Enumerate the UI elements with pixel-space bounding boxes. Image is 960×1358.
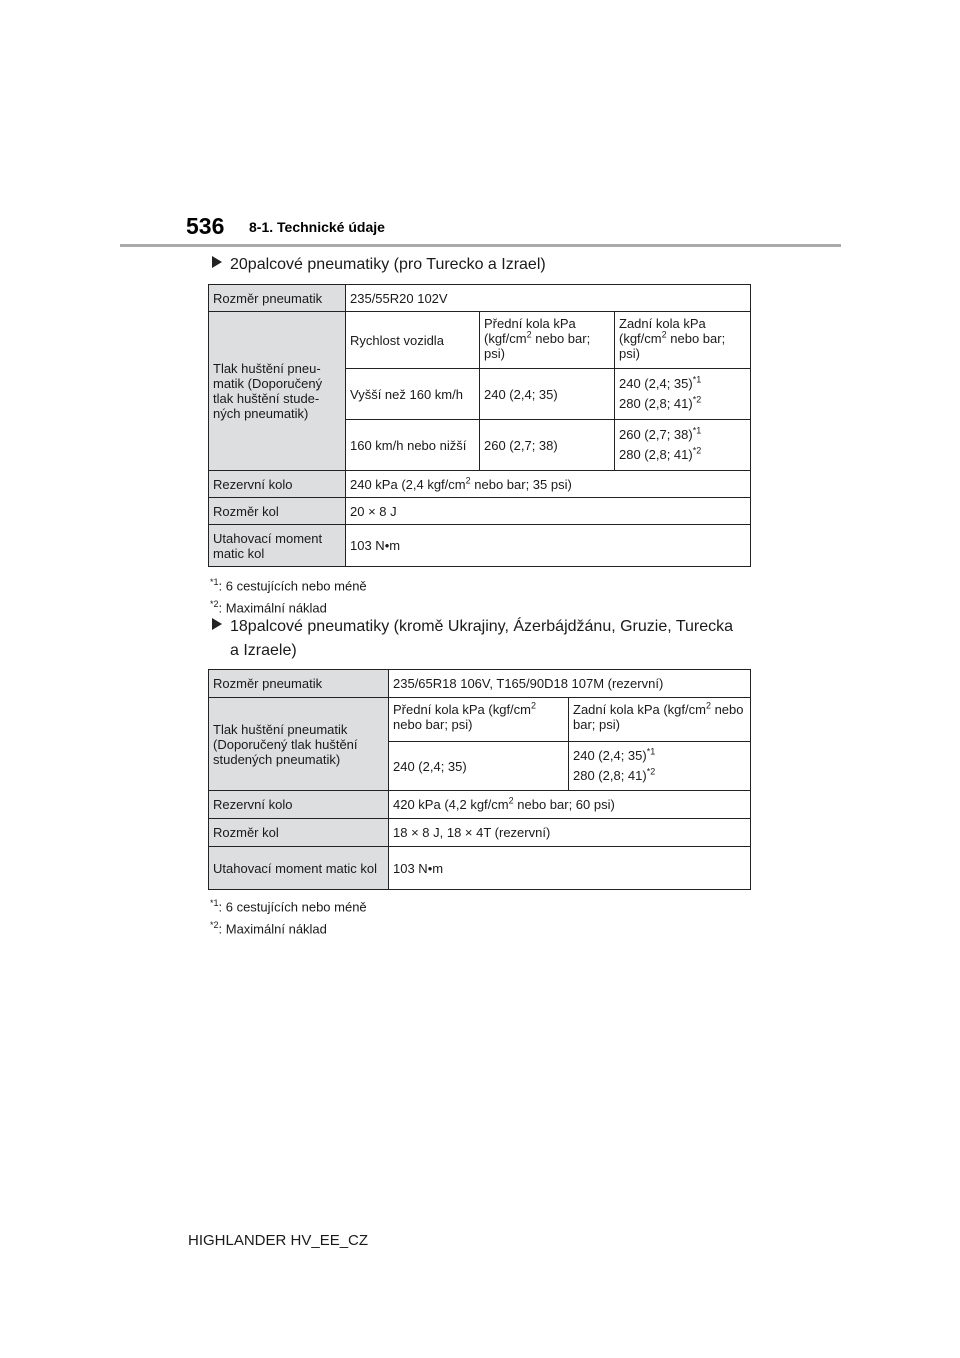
speed-cell: Vyšší než 160 km/h <box>346 369 480 420</box>
table-row <box>209 819 751 847</box>
footnote-1: $^{*1}$: 6 cestujících nebo méně <box>210 577 367 594</box>
spec-table-20in <box>208 284 751 567</box>
spec-table-18in <box>208 669 751 890</box>
footer-model: HIGHLANDER HV_EE_CZ <box>188 1232 369 1249</box>
section-heading-text: 18palcové pneumatiky (kromě Ukrajiny, Ázerbájdžánu, Gruzie, Turecka <box>230 618 734 635</box>
footnote-2: $^{*2}$: Maximální náklad <box>210 599 327 616</box>
pressure-label: Tlak huštění pneumatik (Doporučený tlak huštění studených pneumatik) <box>209 698 389 791</box>
chapter-title: 8-1. Technické údaje <box>249 219 385 235</box>
torque-label: Utahovací moment matic kol <box>209 525 346 567</box>
col-front-header: Přední kola kPa ($kgf/cm^2$ nebo bar; psi) <box>389 698 569 742</box>
wheel-size-label: Rozměr kol <box>209 498 346 525</box>
tire-size-value: 235/65R18 106V, T165/90D18 107M (rezervní) <box>389 670 751 698</box>
speed-cell: 160 km/h nebo nižší <box>346 420 480 471</box>
table-row <box>209 471 751 498</box>
arrow-right-icon <box>212 618 222 630</box>
spare-value: 420 kPa (4,2 kgf/$cm^2$ nebo bar; 60 psi) <box>389 791 751 819</box>
table-row <box>209 312 751 369</box>
wheel-size-label: Rozměr kol <box>209 819 389 847</box>
tire-size-value: 235/55R20 102V <box>346 285 751 312</box>
tire-size-label: Rozměr pneumatik <box>209 285 346 312</box>
spare-label: Rezervní kolo <box>209 791 389 819</box>
table-row <box>209 285 751 312</box>
pressure-label: Tlak huštění pneu-matik (Doporučený tlak huštění stude-ných pneumatik) <box>209 312 346 471</box>
wheel-size-value: 20 × 8 J <box>346 498 751 525</box>
section-heading-18in <box>212 615 733 663</box>
table-row <box>209 498 751 525</box>
footnote-1: $^{*1}$: 6 cestujících nebo méně <box>210 898 367 915</box>
torque-value: 103 N•m <box>346 525 751 567</box>
col-rear-header: Zadní kola kPa ($kgf/cm^2$ nebo bar; psi) <box>569 698 751 742</box>
table-row <box>209 791 751 819</box>
col-front-header: Přední kola kPa ($kgf/cm^2$ nebo bar; psi) <box>480 312 615 369</box>
col-speed-header: Rychlost vozidla <box>346 312 480 369</box>
front-pressure-cell: 260 (2,7; 38) <box>480 420 615 471</box>
rear-pressure-cell: 260 (2,7; 38)$^{*1}$ 280 (2,8; 41)$^{*2}$ <box>615 420 751 471</box>
table-row <box>209 698 751 742</box>
tire-size-label: Rozměr pneumatik <box>209 670 389 698</box>
spare-label: Rezervní kolo <box>209 471 346 498</box>
rear-pressure-cell: 240 (2,4; 35)$^{*1}$ 280 (2,8; 41)$^{*2}$ <box>615 369 751 420</box>
spare-value: 240 kPa (2,4 kgf/$cm^2$ nebo bar; 35 psi) <box>346 471 751 498</box>
arrow-right-icon <box>212 256 222 268</box>
col-rear-header: Zadní kola kPa ($kgf/cm^2$ nebo bar; psi) <box>615 312 751 369</box>
table-row <box>209 847 751 890</box>
section-heading-20in <box>212 253 546 277</box>
front-pressure-cell: 240 (2,4; 35) <box>480 369 615 420</box>
header-divider <box>120 244 841 247</box>
section-heading-text-2: a Izraele) <box>230 642 297 659</box>
front-pressure-cell: 240 (2,4; 35) <box>389 742 569 791</box>
footnote-2: $^{*2}$: Maximální náklad <box>210 920 327 937</box>
table-row <box>209 525 751 567</box>
rear-pressure-cell: 240 (2,4; 35)$^{*1}$ 280 (2,8; 41)$^{*2}$ <box>569 742 751 791</box>
section-heading-text: 20palcové pneumatiky (pro Turecko a Izrael) <box>230 256 546 273</box>
torque-value: 103 N•m <box>389 847 751 890</box>
wheel-size-value: 18 × 8 J, 18 × 4T (rezervní) <box>389 819 751 847</box>
table-row <box>209 670 751 698</box>
torque-label: Utahovací moment matic kol <box>209 847 389 890</box>
page-number: 536 <box>186 213 225 239</box>
